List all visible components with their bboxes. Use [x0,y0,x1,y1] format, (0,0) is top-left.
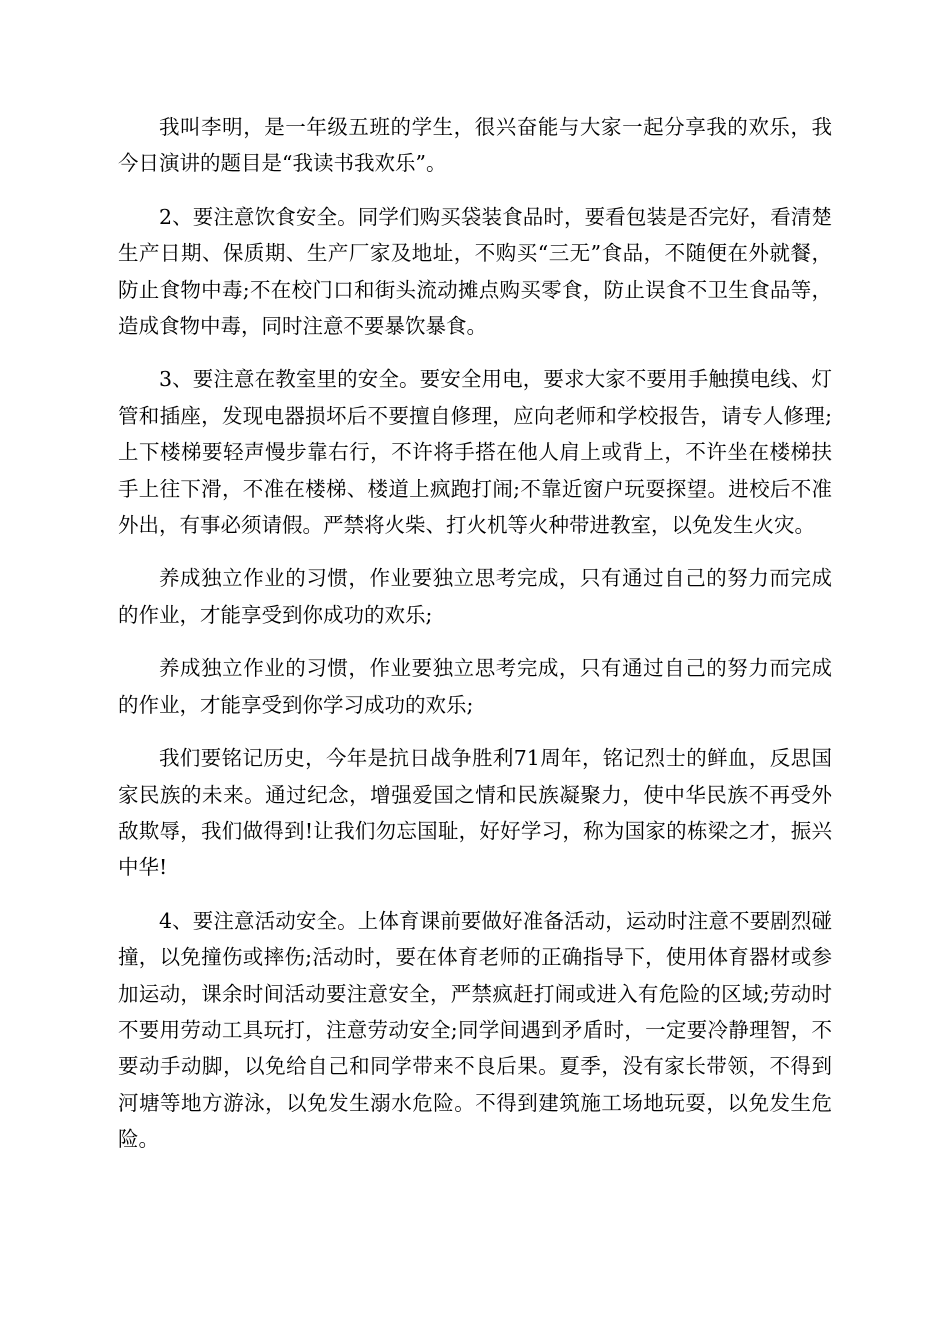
document-page [118,109,832,1175]
paragraph-independent-homework-study: 养成独立作业的习惯，作业要独立思考完成，只有通过自己的努力而完成的作业，才能享受到你学习成功的欢乐; [118,656,832,717]
paragraph-self-introduction: 我叫李明，是一年级五班的学生，很兴奋能与大家一起分享我的欢乐，我今日演讲的题目是“我读书我欢乐”。 [118,115,832,176]
paragraph-remember-history: 我们要铭记历史，今年是抗日战争胜利71周年，铭记烈士的鲜血，反思国家民族的未来。通过纪念，增强爱国之情和民族凝聚力，使中华民族不再受外敌欺辱，我们做得到!让我们勿忘国耻，好好学习，称为国家的栋梁之才，振兴中华! [118,746,832,880]
paragraph-classroom-safety: 3、要注意在教室里的安全。要安全用电，要求大家不要用手触摸电线、灯管和插座，发现电器损坏后不要擅自修理，应向老师和学校报告，请专人修理;上下楼梯要轻声慢步靠右行，不许将手搭在他人肩上或背上，不许坐在楼梯扶手上往下滑，不准在楼梯、楼道上疯跑打闹;不靠近窗户玩耍探望。进校后不准外出，有事必须请假。严禁将火柴、打火机等火种带进教室，以免发生火灾。 [118,367,832,538]
paragraph-activity-safety: 4、要注意活动安全。上体育课前要做好准备活动，运动时注意不要剧烈碰撞，以免撞伤或摔伤;活动时，要在体育老师的正确指导下，使用体育器材或参加运动，课余时间活动要注意安全，严禁疯赶打闹或进入有危险的区域;劳动时不要用劳动工具玩打，注意劳动安全;同学间遇到矛盾时，一定要冷静理智，不要动手动脚，以免给自己和同学带来不良后果。夏季，没有家长带领，不得到河塘等地方游泳，以免发生溺水危险。不得到建筑施工场地玩耍，以免发生危险。 [118,908,832,1152]
paragraph-independent-homework: 养成独立作业的习惯，作业要独立思考完成，只有通过自己的努力而完成的作业，才能享受到你成功的欢乐; [118,566,832,627]
paragraph-food-safety: 2、要注意饮食安全。同学们购买袋装食品时，要看包装是否完好，看清楚生产日期、保质期、生产厂家及地址，不购买“三无”食品，不随便在外就餐，防止食物中毒;不在校门口和街头流动摊点购买零食，防止误食不卫生食品等，造成食物中毒，同时注意不要暴饮暴食。 [118,204,832,339]
